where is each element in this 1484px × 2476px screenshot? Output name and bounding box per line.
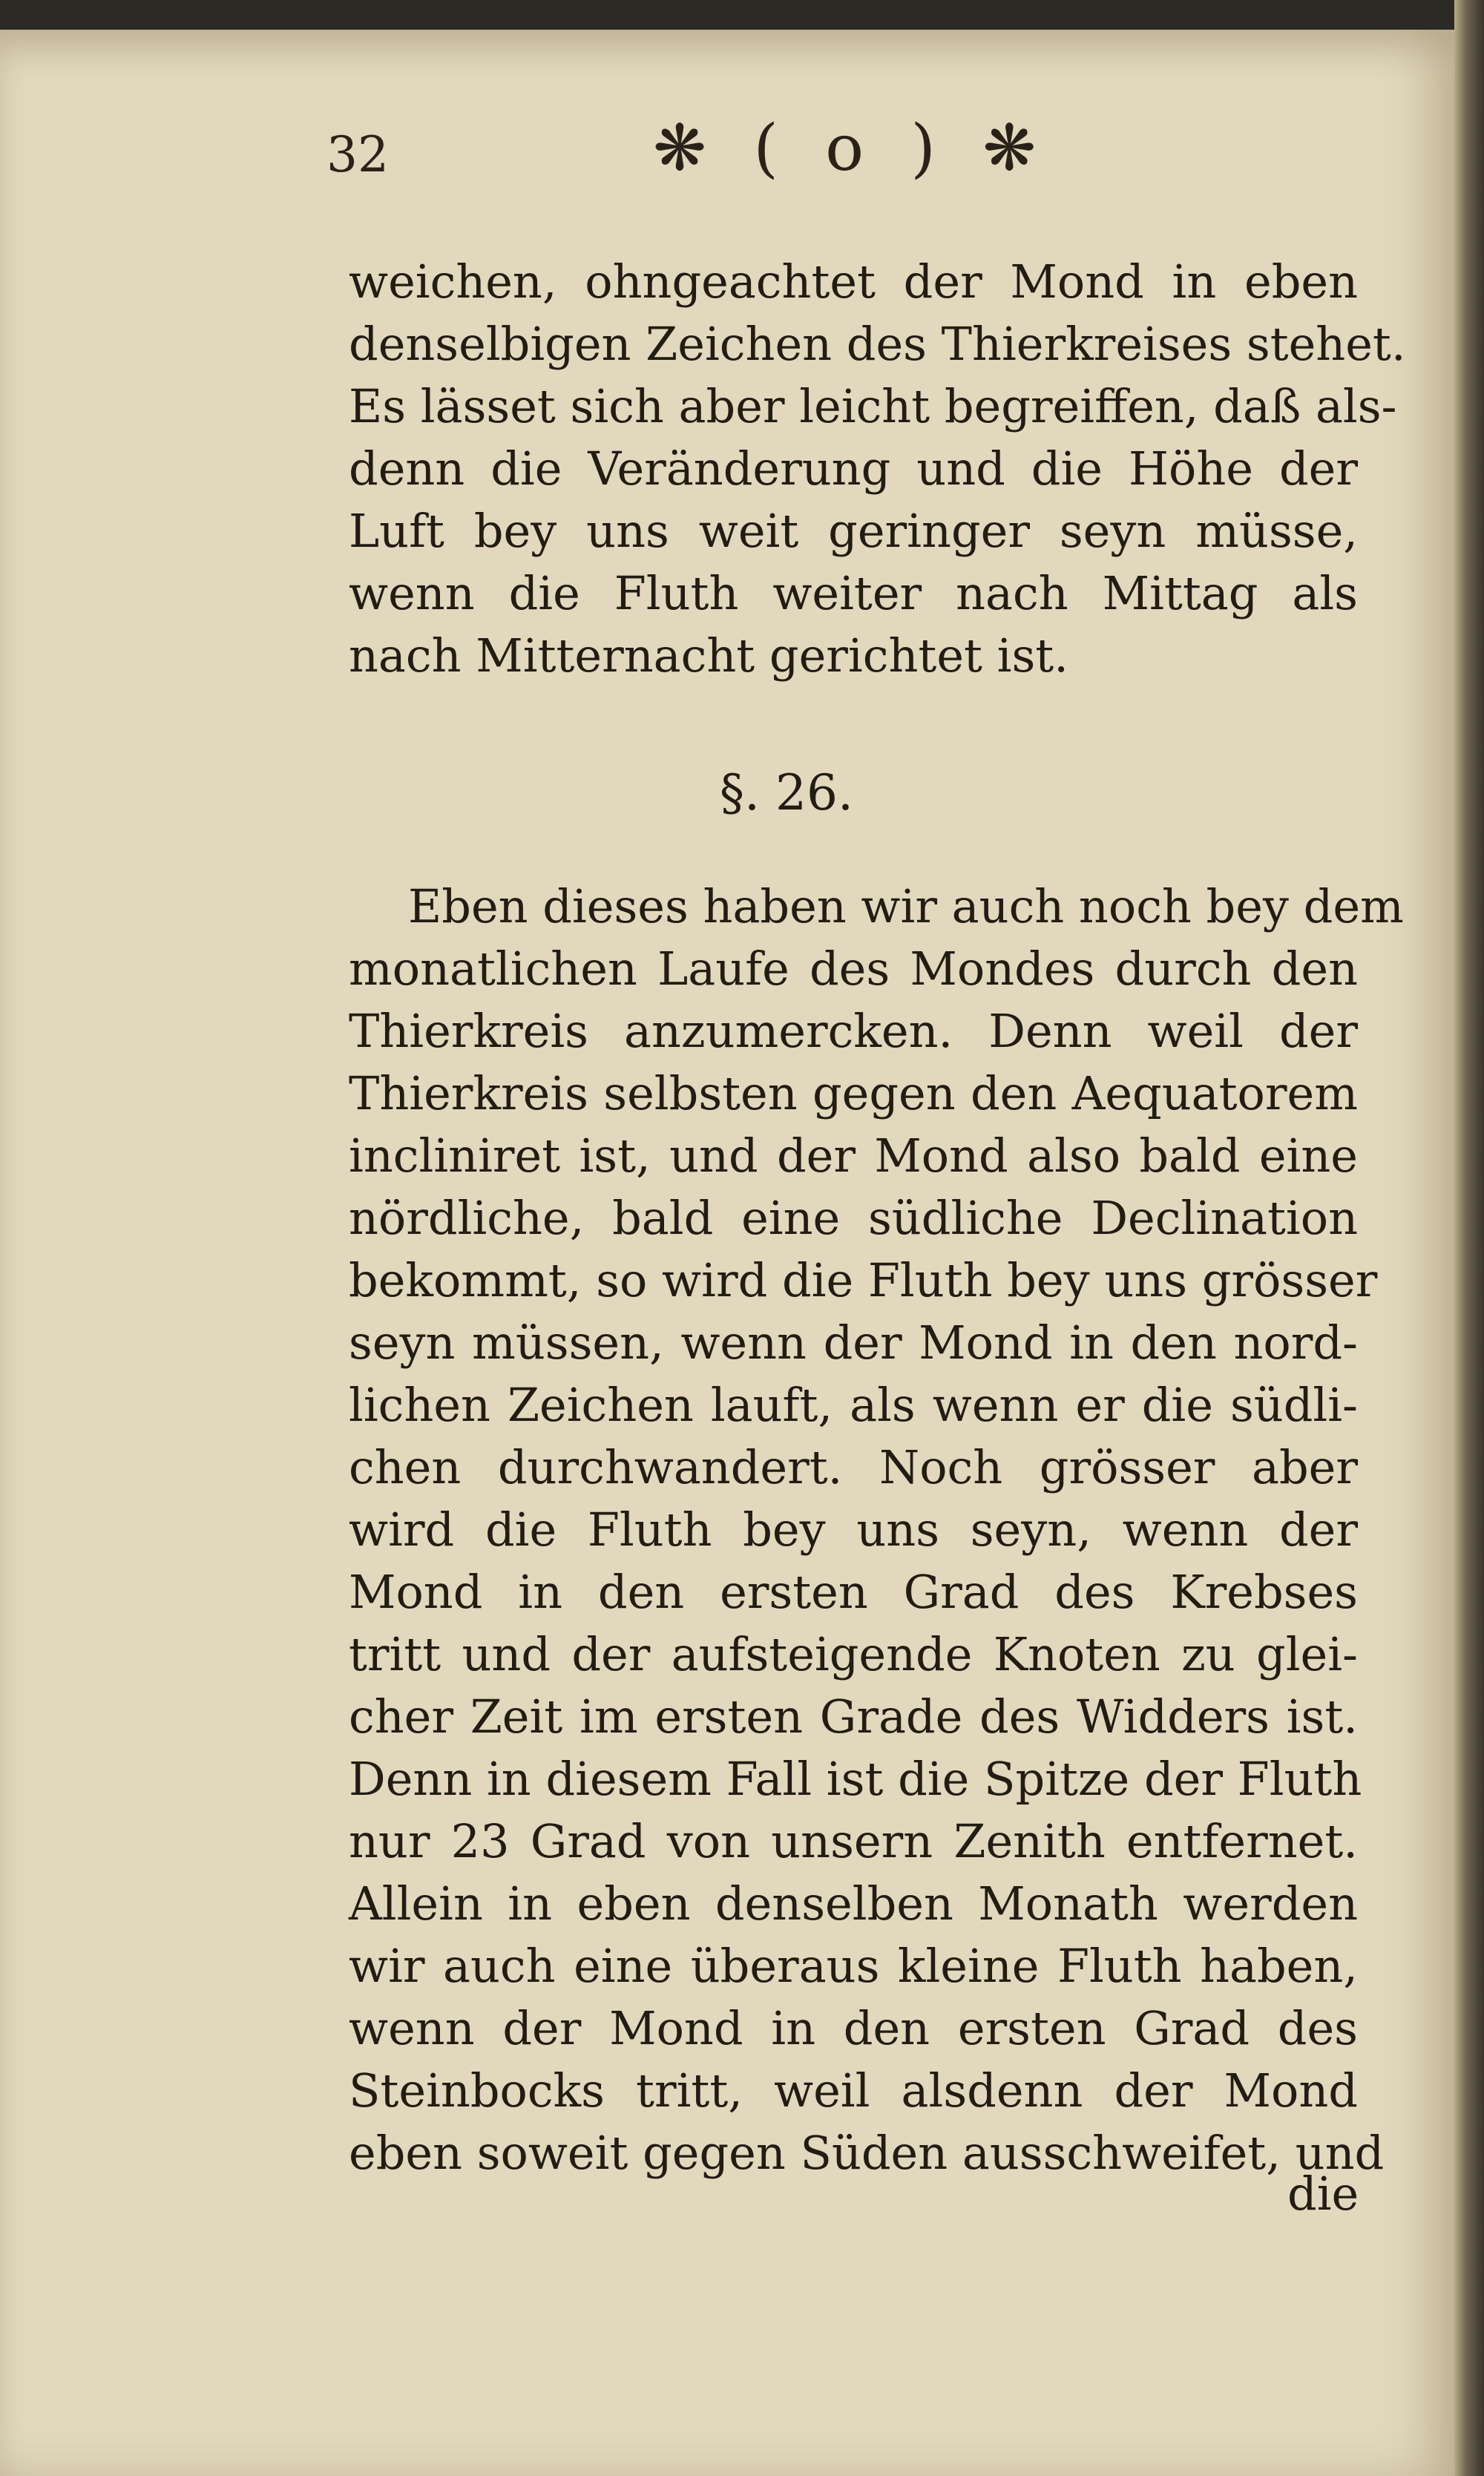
paragraph-2 — [349, 876, 1404, 2184]
text-line: lichen Zeichen lauft, als wenn er die südli- — [349, 1378, 1358, 1432]
text-line: tritt und der aufsteigende Knoten zu glei- — [349, 1627, 1358, 1681]
text-line: wird die Fluth bey uns seyn, wenn der — [349, 1503, 1358, 1557]
text-line: eben soweit gegen Süden ausschweifet, und — [349, 2126, 1385, 2180]
text-line: Allein in eben denselben Monath werden — [349, 1876, 1358, 1931]
text-line: cher Zeit im ersten Grade des Widders ist. — [349, 1689, 1358, 1744]
text-line: incliniret ist, und der Mond also bald eine — [349, 1129, 1358, 1183]
paragraph-1 — [349, 251, 1406, 687]
text-line: Es lässet sich aber leicht begreiffen, daß als- — [349, 379, 1397, 433]
text-line: Eben dieses haben wir auch noch bey dem — [408, 879, 1404, 933]
catchword: die — [1287, 2167, 1359, 2221]
text-line: chen durchwandert. Noch grösser aber — [349, 1440, 1358, 1494]
text-line: nur 23 Grad von unsern Zenith entfernet. — [349, 1814, 1358, 1868]
text-line: seyn müssen, wenn der Mond in den nord- — [349, 1316, 1358, 1370]
text-line: nach Mitternacht gerichtet ist. — [349, 628, 1068, 683]
header-ornament: ❋ ( o ) ❋ — [653, 111, 1050, 185]
text-line: denselbigen Zeichen des Thierkreises stehet. — [349, 317, 1406, 371]
section-heading: §. 26. — [720, 764, 853, 821]
text-line: weichen, ohngeachtet der Mond in eben — [349, 255, 1358, 309]
page-number: 32 — [326, 126, 389, 183]
text-line: monatlichen Laufe des Mondes durch den — [349, 942, 1358, 996]
page-edge — [1454, 0, 1484, 2476]
text-line: denn die Veränderung und die Höhe der — [349, 441, 1358, 496]
text-line: nördliche, bald eine südliche Declination — [349, 1191, 1358, 1245]
text-line: Steinbocks tritt, weil alsdenn der Mond — [349, 2063, 1358, 2118]
text-line: Thierkreis anzumercken. Denn weil der — [349, 1004, 1358, 1058]
text-line: Luft bey uns weit geringer seyn müsse, — [349, 504, 1358, 558]
text-line: wenn der Mond in den ersten Grad des — [349, 2001, 1358, 2055]
text-line: bekommt, so wird die Fluth bey uns grösser — [349, 1253, 1378, 1307]
text-line: wenn die Fluth weiter nach Mittag als — [349, 566, 1358, 620]
page-header — [326, 111, 1365, 200]
text-line: Thierkreis selbsten gegen den Aequatorem — [349, 1066, 1358, 1120]
text-line: Denn in diesem Fall ist die Spitze der Fluth — [349, 1752, 1362, 1806]
text-line: wir auch eine überaus kleine Fluth haben, — [349, 1939, 1358, 1993]
text-line: Mond in den ersten Grad des Krebses — [349, 1565, 1358, 1619]
